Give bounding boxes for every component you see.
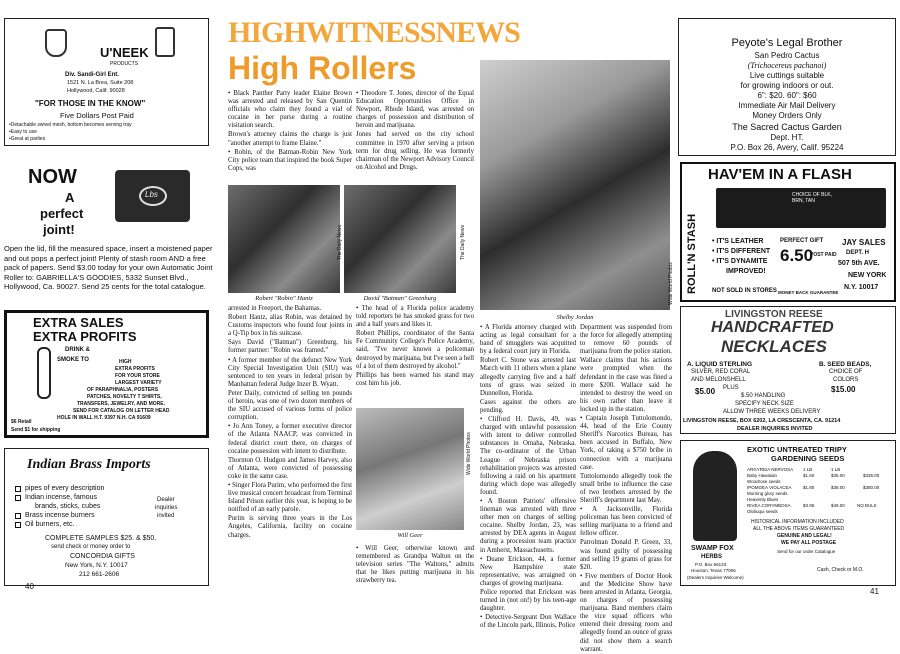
ad-rolln-stash <box>680 162 896 302</box>
seeds-hist-2: ALL THE ABOVE ITEMS GUARANTEED <box>753 526 845 532</box>
extra-l8: HOLE IN WALL H.T. 9397 N.H. CA 91609 <box>57 415 151 421</box>
seeds-row-6: Heavenly Blues <box>747 497 779 502</box>
neck-l3: AND MELONSHELL <box>691 377 746 383</box>
seeds-name: SWAMP FOX <box>691 545 734 552</box>
neck-deliv: ALLOW THREE WEEKS DELIVERY <box>723 409 821 415</box>
neck-colors: COLORS <box>833 377 859 383</box>
neck-inq: DEALER INQUIRIES INVITED <box>737 426 813 432</box>
seeds-price-1: 1 LB <box>803 467 813 472</box>
seeds-price-4: $3.95 <box>803 503 815 508</box>
stash-choice: CHOICE OF BLK, BRN, TAN <box>792 192 833 204</box>
article-paragraph: Purim is serving three years in the Los Angeles, California, facility on cocaine charges. <box>228 515 352 539</box>
seeds-price-8: $49.00 <box>831 503 845 508</box>
ad-joint-roller <box>0 160 215 305</box>
headline: High Rollers <box>228 50 417 86</box>
uneek-price: Five Dollars Post Paid <box>60 111 134 120</box>
neck-p1: $5.00 <box>695 387 716 396</box>
extra-retail: $6 Retail <box>11 419 32 425</box>
caption-hantz: Robert "Robin" Hantz <box>255 295 313 302</box>
article-paragraph: • Theodore T. Jones, director of the Equal Education Opportunities Office in Newport, Rhode Island, was arrested on charges of possession and distribution of heroin and marijuana. <box>356 90 474 130</box>
article-paragraph: Robert C. Stone was arrested last March with 11 others when a plane allegedly carrying five and a half tons of grass was seized in Dunnellon, Florida. <box>480 357 576 397</box>
ad-uneek <box>4 18 209 146</box>
extra-l4: OF PARAPHNALIA, POSTERS <box>87 387 159 393</box>
glass-icon <box>155 27 175 57</box>
article-paragraph: Brown's attorney claims the charge is just "another attempt to frame Elaine." <box>228 131 352 147</box>
article-paragraph: • A former member of the defunct New York City Special Investigation Unit (SIU) was sentenced to ten years in federal prison by Manhattan federal Judge Inzer B. Wyatt. <box>228 356 352 388</box>
brass-s5: 212 661-2606 <box>79 571 120 578</box>
article-paragraph: • Five members of Doctor Hook and the Medicine Show have been arrested in Atlanta, Georgia, on charges of possessing marijuana. Band members claim the vice squad officers who entered their dressing room and allegedly found an ounce of grass did not show them a search warrant. <box>580 572 672 653</box>
stash-jay-4: NEW YORK <box>848 272 887 279</box>
stash-l4: IMPROVED! <box>726 268 766 275</box>
seeds-price-5: 1 LB <box>831 467 841 472</box>
peyote-l9: Dept. HT. <box>770 133 804 142</box>
ad-peyote <box>678 18 896 156</box>
article-paragraph: Patrolman Donald P. Green, 33, was found guilty of possessing and selling 19 grams of grass for $20. <box>580 539 672 571</box>
article-paragraph: • Robin, of the Batman-Robin New York City police team that inspired the book Super Cops, was <box>228 148 352 172</box>
extra-title-2: EXTRA PROFITS <box>33 329 137 344</box>
seeds-price-11: NO BULK <box>857 503 877 508</box>
extra-l5: PATCHES, NOVELTY T SHIRTS, <box>87 394 162 400</box>
article-paragraph: • A Boston Patriots' offensive lineman was arrested with three other men on charges of selling cocaine. Shelby Jordan, 23, was arrested by DEA agents in August during a procession team practice in Amherst, Massachusetts. <box>480 497 576 554</box>
pipe-icon <box>37 347 51 399</box>
article-paragraph: Robert Phillips, coordinator of the Santa Fe Community College's Police Academy, said, "I've never known a policeman destroyed by marijuana, but I've seen a hell of a lot of them destroyed by alcohol." <box>356 330 474 370</box>
uneek-sub: PRODUCTS <box>110 61 139 67</box>
seeds-price-3: $1.80 <box>803 485 815 490</box>
uneek-brand: U'NEEK <box>100 45 149 60</box>
article-paragraph: • Jo Ann Toney, a former executive director of the Atlanta NAACP, was convicted in federal district court there, on charges of cocaine possession with intent to distribute. <box>228 423 352 455</box>
seeds-title: EXOTIC UNTREATED TRIPY <box>747 445 847 454</box>
peyote-title: Peyote's Legal Brother <box>731 37 843 49</box>
article-paragraph: Phillips has been warned his stand may cost him his job. <box>356 371 474 387</box>
peyote-l5: 6": $20. 60": $60 <box>757 91 817 100</box>
caption-geer: Will Geer <box>397 532 423 539</box>
neck-l1: A. LIQUID STERLING <box>687 361 752 368</box>
article-paragraph: Police reported that Erickson was turned in (not on!) by his teen-age daughter. <box>480 589 576 613</box>
neck-addr: LIVINGSTON REESE, BOX 6202, LA CRESCENTA, CA. 91214 <box>683 418 841 424</box>
article-paragraph: Department was suspended from the force for allegedly attempting to remove 60 pounds of marijuana from the police station. <box>580 324 672 356</box>
stash-jay-5: N.Y. 10017 <box>844 284 879 291</box>
stash-jay-1: JAY SALES <box>842 238 886 247</box>
stash-price: 6.50 <box>780 246 814 265</box>
article-paragraph: • A Florida attorney charged with acting as legal consultant for a band of smugglers was acquitted by a federal court jury in Florida. <box>480 324 576 356</box>
photo-credit: The Daily News <box>460 224 466 260</box>
seeds-row-2: Baby Hawaiian <box>747 473 778 478</box>
neck-l2: SILVER, RED CORAL <box>691 369 751 375</box>
page-number-left: 40 <box>25 582 34 591</box>
seeds-cash: Cash, Check or M.O. <box>817 567 864 573</box>
stash-l2: • IT'S DIFFERENT <box>712 248 771 255</box>
extra-l6: TRANSFERS, JEWELRY, AND MORE. <box>77 401 165 407</box>
uneek-tagline: "FOR THOSE IN THE KNOW" <box>35 99 146 108</box>
ad-necklaces <box>680 306 896 434</box>
stash-money: MONEY BACK GUARANTEE <box>778 290 839 295</box>
caption-jordan: Shelby Jordan <box>556 314 594 321</box>
article-paragraph: Tuttolomondo allegedly took the small bribe to influence the case of two brothers arrested by the Sheriff's department last May. <box>580 472 672 504</box>
caption-greenburg: David "Batman" Greenburg <box>363 295 437 302</box>
article-column-1 <box>228 90 352 185</box>
joint-now: NOW <box>28 166 77 188</box>
article-paragraph: • A Jacksonville, Florida policeman has been convicted of selling marijuana to a friend and fellow officer. <box>580 506 672 538</box>
photo-will-geer <box>356 408 464 530</box>
seeds-row-8: Ololiuqui seeds <box>747 509 778 514</box>
masthead: HIGHWITNESSNEWS <box>228 16 520 49</box>
extra-title-1: EXTRA SALES <box>33 315 124 330</box>
neck-len: SPECIFY NECK SIZE <box>735 401 794 407</box>
uneek-bullet-1: •Detachable swivel mesh, bottom becomes serving tray <box>9 122 132 128</box>
stash-gift: PERFECT GIFT <box>780 238 824 244</box>
neck-h2: NECKLACES <box>721 337 827 356</box>
article-column-2b <box>356 305 474 405</box>
article-paragraph: • Duane Erickson, 44, a former New Hampshire state representative, was arraigned on charges of growing marijuana. <box>480 555 576 587</box>
neck-h1: HANDCRAFTED <box>711 319 834 336</box>
article-paragraph: Robert Hantz, alias Robin, was detained by Customs inspectors who found four joints in a Q-Tip box in his suitcase. <box>228 314 352 338</box>
seeds-price-6: $35.00 <box>831 473 845 478</box>
extra-ship: Send $1 for shipping <box>11 427 61 433</box>
brass-dealer-3: invited <box>157 513 175 519</box>
seeds-price-2: $1.50 <box>803 473 815 478</box>
peyote-l8: The Sacred Cactus Garden <box>732 122 842 132</box>
article-paragraph: • Will Geer, otherwise known and remembered as Grandpa Walton on the television series "The Waltons," admits that he likes putting marijuana in his strawberry tea. <box>356 545 474 585</box>
neck-top: LIVINGSTON REESE <box>725 309 823 320</box>
brass-item-1: pipes of every description <box>25 485 105 492</box>
stash-l3: • IT'S DYNAMITE <box>712 258 768 265</box>
article-paragraph: Cases against the others are pending. <box>480 398 576 414</box>
ad-seeds <box>680 440 896 586</box>
joint-perfect: perfect <box>40 206 84 221</box>
article-paragraph: Says David ("Batman") Greenburg, his former partner: "Robin was framed." <box>228 339 352 355</box>
extra-l3: LARGEST VARIETY <box>115 380 162 386</box>
photo-shelby-jordan <box>480 60 670 310</box>
article-paragraph: Peter Daily, convicted of selling ten pounds of heroin, was one of two dozen members of the SIU accused of various forms of police corruption. <box>228 389 352 422</box>
uneek-addr1: Div. Sandi-Girl Ent. <box>65 72 119 78</box>
peyote-l3: Live cuttings suitable <box>749 71 825 80</box>
extra-l2: FOR YOUR STORE <box>115 373 160 379</box>
article-paragraph: • Captain Joseph Tuttolomondo, 44, head of the Erie County Sheriff's Narcotics Bureau, has been accused in Buffalo, New York, of taking a $750 bribe in connection with a marijuana case. <box>580 415 672 471</box>
seeds-row-3: Woodrose seeds <box>747 479 781 484</box>
brass-item-5: Oil burners, etc. <box>25 521 75 528</box>
fox-icon <box>693 451 737 541</box>
ad-extra-sales <box>4 310 209 438</box>
seeds-name-2: HERBS <box>701 554 723 560</box>
uneek-addr3: Hollywood, Calif. 90028 <box>67 88 125 94</box>
article-column-3 <box>480 324 576 630</box>
article-paragraph: Thornton O. Hudgon and James Harvey, also of Atlanta, were convicted of possessing coke in the same case. <box>228 456 352 480</box>
article-column-1b <box>228 305 352 575</box>
seeds-box: P.O. Box 66133 <box>695 562 727 567</box>
seeds-row-4: IPOMOEA VIOLACEA <box>747 485 792 490</box>
stash-title: HAV'EM IN A FLASH <box>708 166 852 183</box>
article-column-2 <box>356 90 474 185</box>
article-paragraph: • The head of a Florida police academy told reporters he has smoked grass for two and a half years and likes it. <box>356 305 474 329</box>
seeds-row-1: ARGYREIA NERVOSA <box>747 467 794 472</box>
joint-body: Open the lid, fill the measured space, insert a moistened paper and out pops a perfect joint! Plenty of stash room AND a free pack of papers. Send $3.00 today for your own Automatic Joint Roller to: GABRIELLA'S GOODIES, 5332 Sunset Blvd., Hollywood, Ca. 90027. Send 25 cents for the total catalogue. <box>4 244 213 292</box>
page-number-right: 41 <box>870 587 879 596</box>
extra-high: HIGH <box>119 359 132 365</box>
extra-l7: SEND FOR CATALOG ON LETTER HEAD <box>73 408 170 414</box>
glass-pipe-icon <box>45 29 67 57</box>
checkbox-icon <box>15 486 21 492</box>
article-paragraph: • Black Panther Party leader Elaine Brown was arrested and released by San Quentin officials who claim they found a vial of cocaine in her purse during a routine visitation search. <box>228 90 352 130</box>
seeds-row-7: RIVEA CORYMBOSA <box>747 503 791 508</box>
extra-drink: DRINK & <box>65 347 90 353</box>
joint-joint: joint! <box>43 222 75 237</box>
brass-dealer-2: inquiries <box>155 505 178 511</box>
joint-a: A <box>65 190 75 205</box>
uneek-addr2: 1521 N. La Brea, Suite 208 <box>67 80 134 86</box>
stash-jay-3: 507 5th AVE. <box>838 260 880 267</box>
photo-robert-hantz <box>228 185 340 293</box>
checkbox-icon <box>15 522 21 528</box>
peyote-l6: Immediate Air Mail Delivery <box>738 101 836 110</box>
article-paragraph: arrested in Freeport, the Bahamas. <box>228 305 322 312</box>
seeds-price-10: $380.00 <box>863 485 880 490</box>
neck-choice: CHOICE OF <box>829 369 863 375</box>
photo-credit: Wide World Photos <box>466 432 472 475</box>
photo-david-greenburg <box>344 185 456 293</box>
seeds-order: Send for our order Catalogue <box>777 549 836 554</box>
extra-l1: EXTRA PROFITS <box>115 366 155 372</box>
article-paragraph: Jones had served on the city school committee in 1970 after serving a prison term for drug selling. He was formerly chairman of the Newport Advisory Council on Alcohol and Drugs. <box>356 131 474 171</box>
article-paragraph: • Clifford H. Davis, 49, was charged with unlawful possession with intent to deliver controlled substances in Omaha, Nebraska. The co-ordinator of the Urban League of Nebraska prison rehabilitation projects was arrested following a raid on his apartment during which dope was allegedly found. <box>480 416 576 496</box>
checkbox-icon <box>15 495 21 501</box>
article-paragraph: • Singer Flora Purim, who performed the first live musical concert broadcast from Terminal Island Prison earlier this year, is hoping to be notified of an early parole. <box>228 481 352 514</box>
neck-beads: B. SEED BEADS, <box>819 361 872 368</box>
seeds-sub: GARDENING SEEDS <box>771 454 845 463</box>
peyote-l2: (Trichocereus pachanoi) <box>747 61 827 70</box>
ad-indian-brass <box>4 448 209 586</box>
brass-s3: CONCORDIA GIFTS <box>70 553 135 560</box>
brass-item-3: brands, sticks, cubes <box>35 503 101 510</box>
brass-s4: New York, N.Y. 10017 <box>65 562 128 569</box>
seeds-city: Houston, Texas 77006 <box>691 568 736 573</box>
brass-item-2: Indian incense, famous <box>25 494 97 501</box>
article-column-2c <box>356 545 474 585</box>
extra-smoke: SMOKE TO <box>57 357 89 363</box>
brass-title: Indian Brass Imports <box>27 457 151 472</box>
roller-tin-icon <box>115 170 190 222</box>
neck-post: $.50 HANDLING <box>741 393 786 399</box>
stash-l5: NOT SOLD IN STORES <box>712 288 777 294</box>
uneek-bullet-3: •Great at parties <box>9 136 46 142</box>
seeds-hist-3: GENUINE AND LEGAL! <box>777 533 832 539</box>
seeds-hist-4: WE PAY ALL POSTAGE <box>781 540 837 546</box>
brass-s2: send check or money order to <box>51 544 131 550</box>
peyote-l4: for growing indoors or out. <box>740 81 834 90</box>
neck-plus: PLUS <box>723 385 739 391</box>
seeds-hist-1: HISTORICAL INFORMATION INCLUDED <box>751 519 844 525</box>
checkbox-icon <box>15 513 21 519</box>
seeds-price-9: $335.00 <box>863 473 880 478</box>
tin-label: Lbs <box>145 190 158 199</box>
peyote-l10: P.O. Box 26, Avery, Calif. 95224 <box>730 143 844 152</box>
stash-jay-2: DEPT. H <box>846 250 870 256</box>
peyote-l7: Money Orders Only <box>752 111 822 120</box>
stash-postpaid: POST PAID <box>810 252 837 258</box>
brass-item-4: Brass incense burners <box>25 512 95 519</box>
brass-s1: COMPLETE SAMPLES $25. & $50. <box>45 535 157 542</box>
stash-side: ROLL'N STASH <box>686 213 698 294</box>
uneek-bullet-2: •Easy to use <box>9 129 37 135</box>
neck-p2: $15.00 <box>831 385 856 394</box>
photo-credit: Wide World Photos <box>668 262 674 305</box>
peyote-l1: San Pedro Cactus <box>754 51 820 60</box>
article-paragraph: • Detective-Sergeant Don Wallace of the Lincoln park, Illinois, Police <box>480 614 576 630</box>
article-column-4 <box>580 324 672 653</box>
seeds-dealer: (Dealers Inquiries Welcome) <box>687 575 744 580</box>
seeds-price-7: $38.00 <box>831 485 845 490</box>
seeds-row-5: Morning glory seeds <box>747 491 788 496</box>
brass-dealer-1: Dealer <box>157 497 175 503</box>
stash-l1: • IT'S LEATHER <box>712 238 764 245</box>
photo-credit: The Daily News <box>337 224 343 260</box>
article-paragraph: Wallace claims that his actions were prompted when the defendant in the case was fined a mere $200. Wallace said he intended to destroy the weed on his own rather than leave it locked up in the station. <box>580 357 672 413</box>
